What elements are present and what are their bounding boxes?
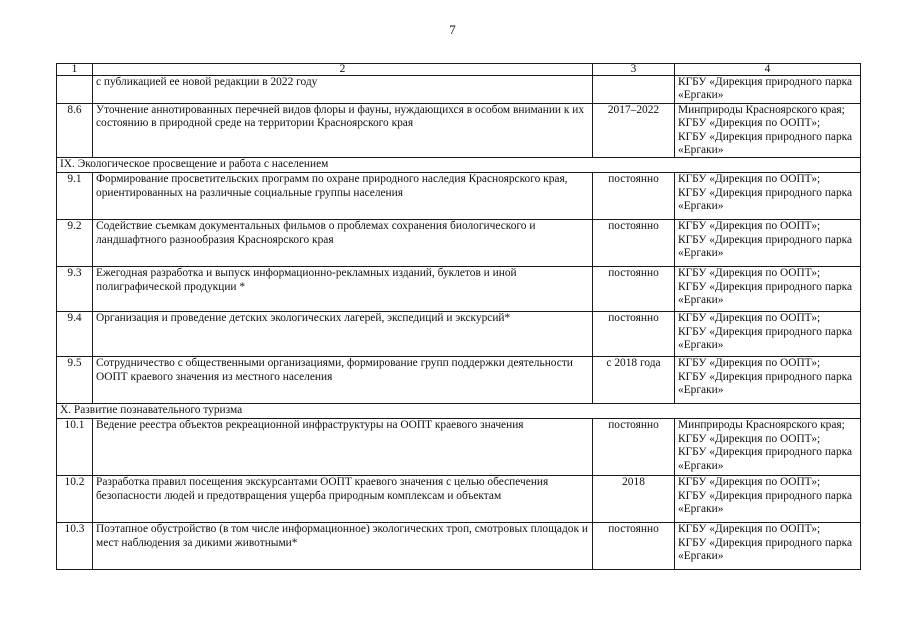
responsible-line: КГБУ «Дирекция по ООПТ»; xyxy=(678,117,821,130)
activity-text: Формирование просветительских программ по охране природного наследия Красноярского края, ориентированных на различные социальные группы населения xyxy=(93,173,593,220)
responsible xyxy=(675,523,861,570)
responsible-line: КГБУ «Дирекция природного парка xyxy=(678,280,853,293)
section-title: X. Развитие познавательного туризма xyxy=(57,404,861,419)
activity-text: Сотрудничество с общественными организациями, формирование групп поддержки деятельности ООПТ краевого значения из местного населения xyxy=(93,357,593,404)
header-row xyxy=(57,64,861,76)
responsible-line: «Ергаки» xyxy=(678,384,724,397)
period: постоянно xyxy=(593,523,675,570)
responsible-line: КГБУ «Дирекция природного парка xyxy=(678,536,853,549)
responsible xyxy=(675,103,861,158)
responsible xyxy=(675,173,861,220)
responsible-line: КГБУ «Дирекция природного парка xyxy=(678,325,853,338)
item-number: 10.2 xyxy=(57,476,93,523)
responsible-line: «Ергаки» xyxy=(678,339,724,352)
table-row xyxy=(57,476,861,523)
header-col-4: 4 xyxy=(675,64,861,76)
responsible-line: Минприроды Красноярского края; xyxy=(678,419,845,432)
header-col-2: 2 xyxy=(93,64,593,76)
responsible xyxy=(675,357,861,404)
table-row xyxy=(57,523,861,570)
activity-text: Ведение реестра объектов рекреационной инфраструктуры на ООПТ краевого значения xyxy=(93,419,593,476)
activity-text: с публикацией ее новой редакции в 2022 году xyxy=(93,76,593,104)
responsible-line: КГБУ «Дирекция по ООПТ»; xyxy=(678,476,821,489)
table-row xyxy=(57,357,861,404)
activity-text: Организация и проведение детских экологических лагерей, экспедиций и экскурсий* xyxy=(93,312,593,357)
table-row xyxy=(57,76,861,104)
period: 2018 xyxy=(593,476,675,523)
responsible-line: «Ергаки» xyxy=(678,247,724,260)
item-number: 9.5 xyxy=(57,357,93,404)
period xyxy=(593,76,675,104)
responsible-line: КГБУ «Дирекция по ООПТ»; xyxy=(678,220,821,233)
item-number: 9.1 xyxy=(57,173,93,220)
section-row xyxy=(57,404,861,419)
responsible-line: КГБУ «Дирекция природного парка xyxy=(678,370,853,383)
responsible-line: КГБУ «Дирекция по ООПТ»; xyxy=(678,357,821,370)
section-row xyxy=(57,158,861,173)
responsible-line: «Ергаки» xyxy=(678,459,724,472)
period: 2017–2022 xyxy=(593,103,675,158)
item-number: 9.3 xyxy=(57,267,93,312)
responsible-line: КГБУ «Дирекция природного парка xyxy=(678,446,853,459)
header-col-3: 3 xyxy=(593,64,675,76)
table-row xyxy=(57,103,861,158)
responsible xyxy=(675,267,861,312)
responsible-line: КГБУ «Дирекция по ООПТ»; xyxy=(678,312,821,325)
table-row xyxy=(57,220,861,267)
table-row xyxy=(57,419,861,476)
item-number: 10.3 xyxy=(57,523,93,570)
responsible-line: КГБУ «Дирекция природного парка xyxy=(678,76,853,88)
responsible-line: КГБУ «Дирекция по ООПТ»; xyxy=(678,523,821,536)
item-number: 8.6 xyxy=(57,103,93,158)
table-row xyxy=(57,312,861,357)
responsible-line: «Ергаки» xyxy=(678,550,724,563)
responsible-line: КГБУ «Дирекция по ООПТ»; xyxy=(678,173,821,186)
activity-text: Разработка правил посещения экскурсантами ООПТ краевого значения с целью обеспечения безопасности людей и предотвращения ущерба природным комплексам и объектам xyxy=(93,476,593,523)
responsible-line: КГБУ «Дирекция по ООПТ»; xyxy=(678,267,821,280)
responsible xyxy=(675,220,861,267)
section-title: IX. Экологическое просвещение и работа с населением xyxy=(57,158,861,173)
table-row xyxy=(57,173,861,220)
responsible-line: КГБУ «Дирекция по ООПТ»; xyxy=(678,432,821,445)
responsible-line: «Ергаки» xyxy=(678,200,724,213)
action-plan-table xyxy=(56,63,861,570)
responsible xyxy=(675,312,861,357)
responsible-line: КГБУ «Дирекция природного парка xyxy=(678,186,853,199)
responsible-line: Минприроды Красноярского края; xyxy=(678,103,845,116)
responsible-line: «Ергаки» xyxy=(678,144,724,157)
responsible-line: «Ергаки» xyxy=(678,294,724,307)
responsible-line: «Ергаки» xyxy=(678,503,724,516)
responsible-line: КГБУ «Дирекция природного парка xyxy=(678,130,853,143)
period: постоянно xyxy=(593,173,675,220)
item-number: 10.1 xyxy=(57,419,93,476)
activity-text: Содействие съемкам документальных фильмов о проблемах сохранения биологического и ландшафтного разнообразия Красноярского края xyxy=(93,220,593,267)
item-number xyxy=(57,76,93,104)
responsible xyxy=(675,419,861,476)
table-row xyxy=(57,267,861,312)
responsible-line: КГБУ «Дирекция природного парка xyxy=(678,489,853,502)
responsible xyxy=(675,76,861,104)
period: постоянно xyxy=(593,220,675,267)
responsible-line: КГБУ «Дирекция природного парка xyxy=(678,233,853,246)
period: постоянно xyxy=(593,312,675,357)
responsible-line: «Ергаки» xyxy=(678,89,724,102)
header-col-1: 1 xyxy=(57,64,93,76)
period: с 2018 года xyxy=(593,357,675,404)
activity-text: Ежегодная разработка и выпуск информационно-рекламных изданий, буклетов и иной полиграфической продукции * xyxy=(93,267,593,312)
responsible xyxy=(675,476,861,523)
item-number: 9.2 xyxy=(57,220,93,267)
page-number: 7 xyxy=(449,22,456,37)
activity-text: Поэтапное обустройство (в том числе информационное) экологических троп, смотровых площадок и мест наблюдения за дикими животными* xyxy=(93,523,593,570)
period: постоянно xyxy=(593,419,675,476)
activity-text: Уточнение аннотированных перечней видов флоры и фауны, нуждающихся в особом внимании к их состоянию в природной среде на территории Красноярского края xyxy=(93,103,593,158)
table-body xyxy=(57,76,861,570)
item-number: 9.4 xyxy=(57,312,93,357)
period: постоянно xyxy=(593,267,675,312)
